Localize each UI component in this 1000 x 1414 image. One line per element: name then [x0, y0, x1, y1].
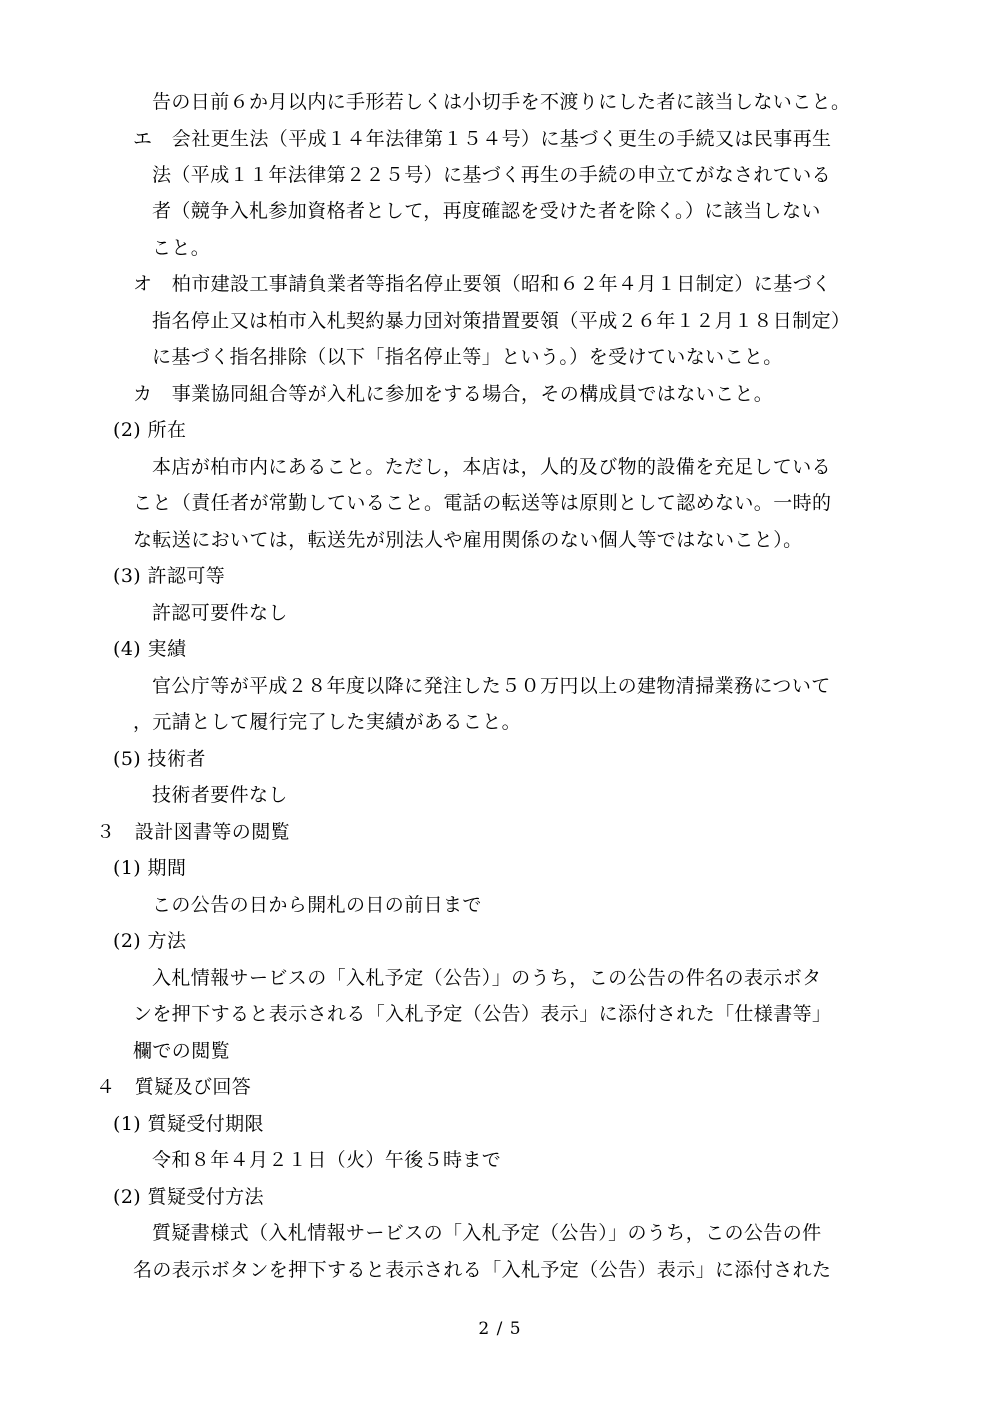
body-text-line: 令和８年４月２１日（火）午後５時まで	[152, 1149, 502, 1171]
list-item-ka: カ 事業協同組合等が入札に参加をする場合，その構成員ではないこと。	[133, 383, 774, 405]
body-text-line: 欄での閲覧	[133, 1040, 231, 1062]
body-text-line: ンを押下すると表示される「入札予定（公告）表示」に添付された「仕様書等」	[133, 1003, 832, 1025]
body-text-line: 質疑書様式（入札情報サービスの「入札予定（公告）」のうち，この公告の件	[152, 1222, 822, 1244]
subsection-heading: (4) 実績	[113, 638, 187, 660]
subsection-heading: (1) 期間	[113, 857, 187, 879]
subsection-heading: (5) 技術者	[113, 748, 206, 770]
list-item-e: エ 会社更生法（平成１４年法律第１５４号）に基づく更生の手続又は民事再生	[133, 128, 832, 150]
body-text-line: こと（責任者が常勤していること。電話の転送等は原則として認めない。一時的	[133, 492, 832, 514]
page-indicator: 2 / 5	[478, 1319, 522, 1339]
body-text-line: に基づく指名排除（以下「指名停止等」という。）を受けていないこと。	[152, 346, 783, 368]
body-text-line: 指名停止又は柏市入札契約暴力団対策措置要領（平成２６年１２月１８日制定）	[152, 310, 851, 332]
body-text-line: ，元請として履行完了した実績があること。	[133, 711, 522, 733]
body-text-line: 法（平成１１年法律第２２５号）に基づく再生の手続の申立てがなされている	[152, 164, 832, 186]
subsection-heading: (2) 所在	[113, 419, 187, 441]
subsection-heading: (2) 質疑受付方法	[113, 1186, 264, 1208]
body-text-line: こと。	[152, 237, 211, 259]
body-text-line: 技術者要件なし	[152, 784, 288, 806]
body-text-line: 許認可要件なし	[152, 602, 288, 624]
body-text-line: な転送においては，転送先が別法人や雇用関係のない個人等ではないこと）。	[133, 529, 803, 551]
body-text-line: 入札情報サービスの「入札予定（公告）」のうち，この公告の件名の表示ボタ	[152, 967, 822, 989]
body-text-line: 官公庁等が平成２８年度以降に発注した５０万円以上の建物清掃業務について	[152, 675, 831, 697]
body-text-line: この公告の日から開札の日の前日まで	[152, 894, 482, 916]
subsection-heading: (1) 質疑受付期限	[113, 1113, 264, 1135]
body-text-line: 本店が柏市内にあること。ただし，本店は，人的及び物的設備を充足している	[152, 456, 832, 478]
body-text-line: 告の日前６か月以内に手形若しくは小切手を不渡りにした者に該当しないこと。	[152, 91, 851, 113]
body-text-line: 者（競争入札参加資格者として，再度確認を受けた者を除く。）に該当しない	[152, 200, 821, 222]
section-heading: ３ 設計図書等の閲覧	[96, 821, 291, 843]
list-item-o: オ 柏市建設工事請負業者等指名停止要領（昭和６２年４月１日制定）に基づく	[133, 273, 832, 295]
section-heading: ４ 質疑及び回答	[96, 1076, 252, 1098]
body-text-line: 名の表示ボタンを押下すると表示される「入札予定（公告）表示」に添付された	[133, 1259, 832, 1281]
subsection-heading: (3) 許認可等	[113, 565, 226, 587]
subsection-heading: (2) 方法	[113, 930, 187, 952]
